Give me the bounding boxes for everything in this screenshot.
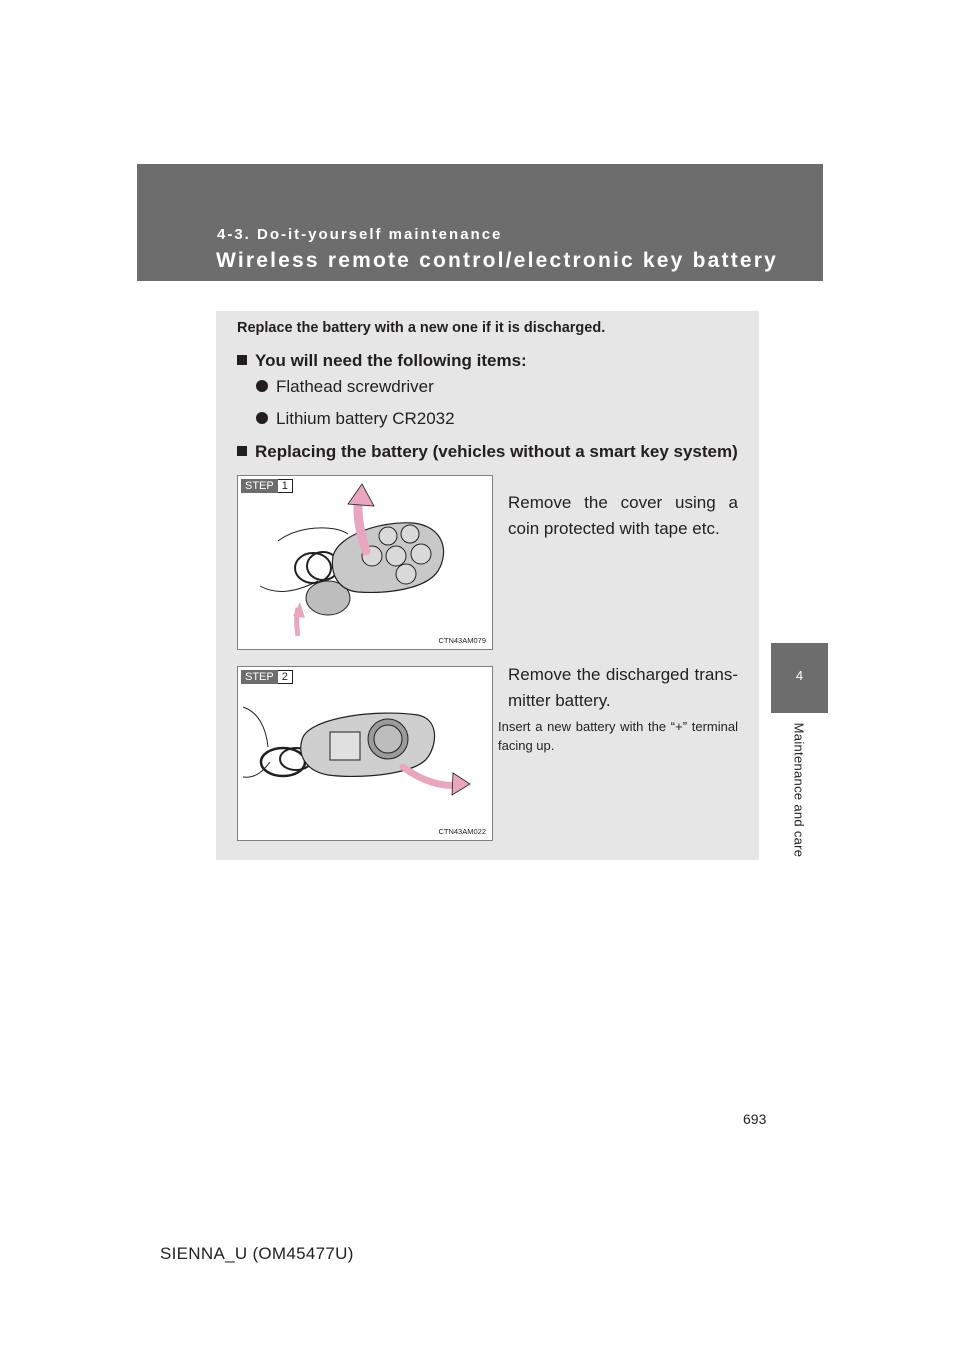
key-fob-battery-illustration [238,667,493,841]
chapter-number: 4 [795,668,804,683]
step-2-figure [237,666,493,841]
items-heading: You will need the following items: [237,351,527,371]
footer-model: SIENNA_U (OM45477U) [160,1244,354,1263]
chapter-label: Maintenance and care [791,722,807,858]
step-1-text: Remove the cover using a coin protected with tape etc. [508,493,738,538]
list-item: Flathead screwdriver [256,377,434,397]
bullet-icon [256,380,268,392]
square-bullet-icon [237,355,247,365]
page-number: 693 [743,1111,767,1127]
chapter-tab[interactable] [771,643,828,713]
section-title: 4-3. Do-it-yourself maintenance [217,226,503,243]
figure-code: CTN43AM079 [438,636,486,645]
bullet-icon [256,412,268,424]
key-fob-cover-illustration [238,476,493,650]
intro-text: Replace the battery with a new one if it is discharged. [237,320,606,336]
figure-code: CTN43AM022 [438,827,486,836]
page-title: Wireless remote control/electronic key battery [216,249,779,272]
step-2-badge: STEP 2 [241,670,293,684]
replace-heading: Replacing the battery (vehicles without a smart key system) [237,442,738,462]
step-2-text: Remove the discharged trans-mitter battery. [508,665,738,710]
step-1-badge: STEP 1 [241,479,293,493]
chapter-header [137,164,823,281]
square-bullet-icon [237,446,247,456]
step-1-figure [237,475,493,650]
list-item: Lithium battery CR2032 [256,409,455,429]
step-2-note: Insert a new battery with the “+” terminal facing up. [498,719,738,753]
